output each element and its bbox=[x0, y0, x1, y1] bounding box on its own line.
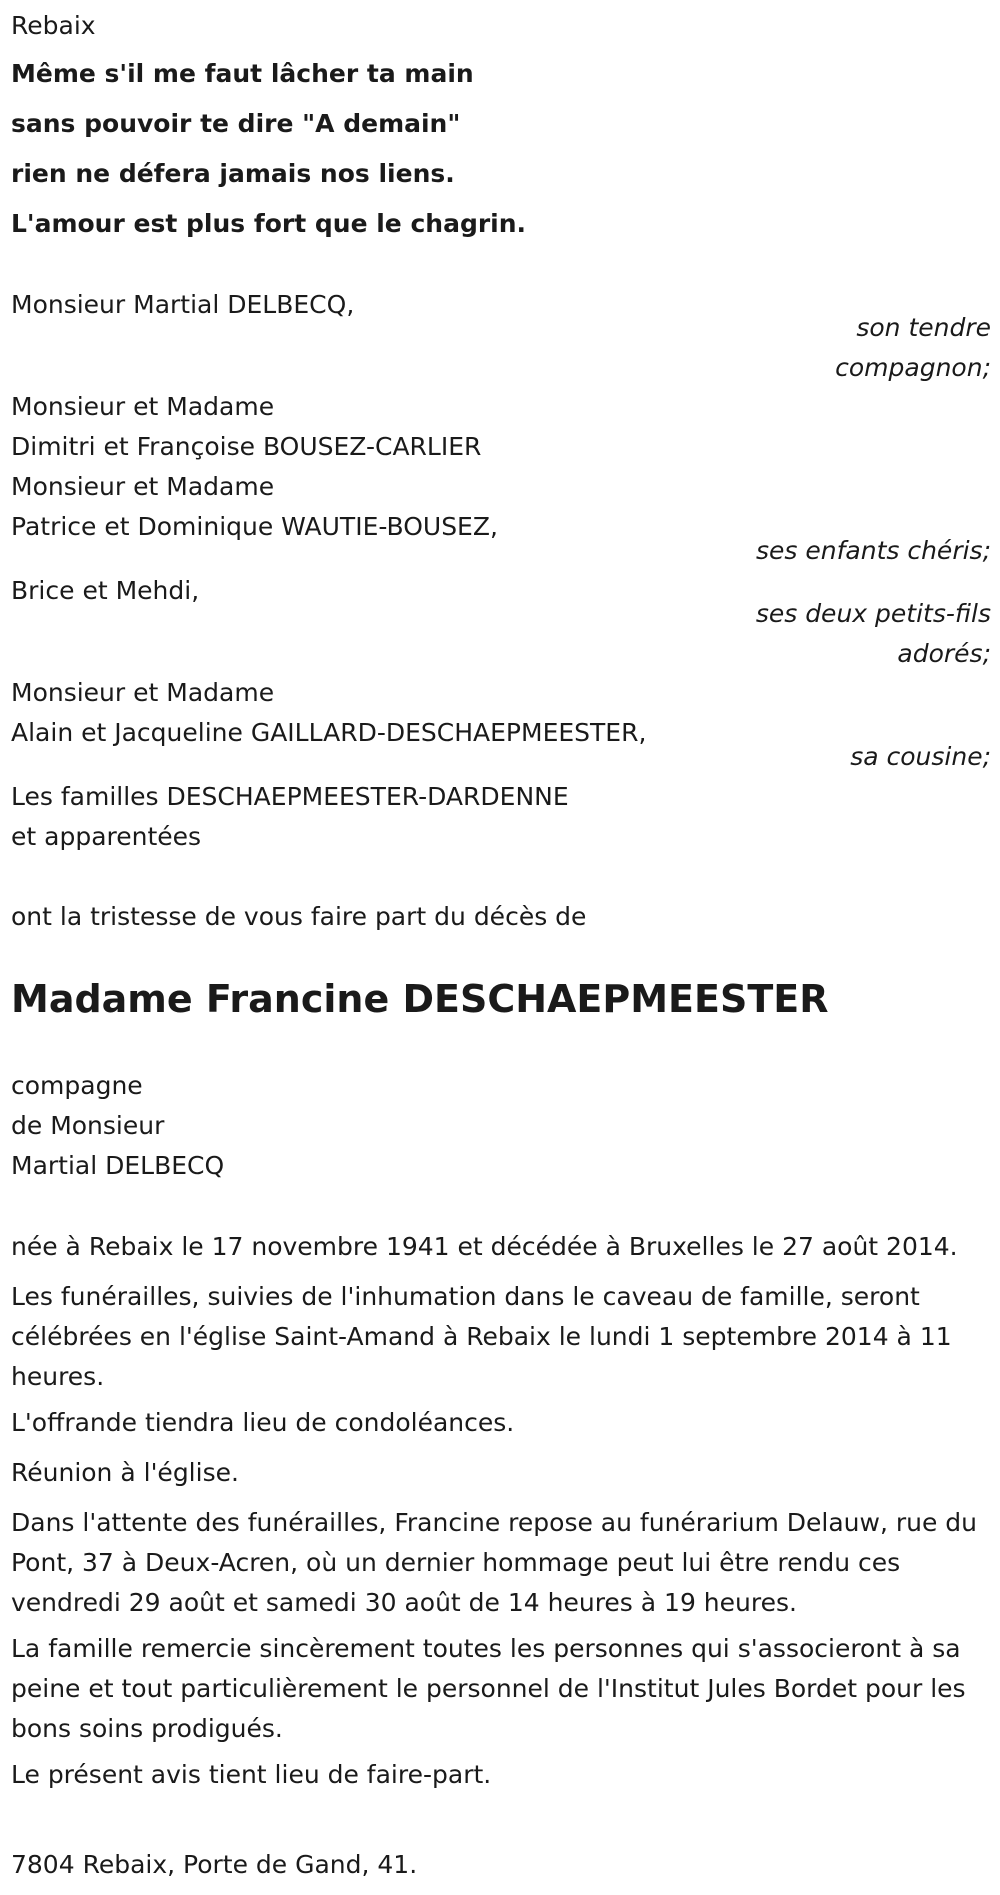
relation-line: compagne bbox=[11, 1071, 143, 1100]
poem-line: sans pouvoir te dire "A demain" bbox=[11, 109, 461, 138]
partner-role-line: compagnon; bbox=[835, 353, 991, 382]
funerarium-paragraph: Dans l'attente des funérailles, Francine repose au funérarium Delauw, rue du Pont, 37 à Deux-Acren, où un dernier hommage peut lui être rendu ces vendredi 29 août et samedi 30 août de 14 heures à 19 heures. bbox=[11, 1508, 978, 1617]
gathering-paragraph: Réunion à l'église. bbox=[11, 1458, 239, 1487]
relation-line: Martial DELBECQ bbox=[11, 1151, 225, 1180]
families-line: Les familles DESCHAEPMEESTER-DARDENNE bbox=[11, 782, 569, 811]
relation-line: de Monsieur bbox=[11, 1111, 165, 1140]
notice-paragraph: Le présent avis tient lieu de faire-part. bbox=[11, 1760, 492, 1789]
children-role: ses enfants chéris; bbox=[756, 536, 991, 565]
families bbox=[11, 777, 991, 857]
children-line: Patrice et Dominique WAUTIE-BOUSEZ, bbox=[11, 512, 498, 541]
children-line: Dimitri et Françoise BOUSEZ-CARLIER bbox=[11, 432, 482, 461]
poem-line: Même s'il me faut lâcher ta main bbox=[11, 59, 474, 88]
grandchildren-role bbox=[756, 594, 991, 674]
cousin-names bbox=[11, 673, 991, 753]
poem-line: rien ne défera jamais nos liens. bbox=[11, 159, 455, 188]
birth-death-paragraph: née à Rebaix le 17 novembre 1941 et décédée à Bruxelles le 27 août 2014. bbox=[11, 1232, 958, 1261]
grandchildren-names: Brice et Mehdi, bbox=[11, 576, 200, 605]
grandchildren-role-line: adorés; bbox=[897, 639, 991, 668]
poem-line: L'amour est plus fort que le chagrin. bbox=[11, 209, 527, 238]
deceased-name: Madame Francine DESCHAEPMEESTER bbox=[11, 977, 829, 1021]
children-line: Monsieur et Madame bbox=[11, 392, 275, 421]
address: 7804 Rebaix, Porte de Gand, 41. bbox=[11, 1850, 418, 1879]
partner-role bbox=[835, 308, 991, 388]
partner-name: Monsieur Martial DELBECQ, bbox=[11, 290, 355, 319]
grandchildren-role-line: ses deux petits-fils bbox=[755, 599, 991, 628]
town-header: Rebaix bbox=[11, 11, 96, 40]
families-line: et apparentées bbox=[11, 822, 202, 851]
announcement-intro: ont la tristesse de vous faire part du décès de bbox=[11, 902, 587, 931]
cousin-line: Alain et Jacqueline GAILLARD-DESCHAEPMEESTER, bbox=[11, 718, 647, 747]
partner-role-line: son tendre bbox=[856, 313, 991, 342]
children-names bbox=[11, 387, 991, 547]
thanks-paragraph: La famille remercie sincèrement toutes les personnes qui s'associeront à sa peine et tout particulièrement le personnel de l'Institut Jules Bordet pour les bons soins prodigués. bbox=[11, 1634, 966, 1743]
offering-paragraph: L'offrande tiendra lieu de condoléances. bbox=[11, 1408, 515, 1437]
cousin-line: Monsieur et Madame bbox=[11, 678, 275, 707]
relation bbox=[11, 1066, 991, 1186]
children-line: Monsieur et Madame bbox=[11, 472, 275, 501]
cousin-role: sa cousine; bbox=[850, 742, 991, 771]
funeral-paragraph: Les funérailles, suivies de l'inhumation dans le caveau de famille, seront célébrées en l'église Saint-Amand à Rebaix le lundi 1 septembre 2014 à 11 heures. bbox=[11, 1282, 952, 1391]
poem bbox=[11, 49, 991, 249]
